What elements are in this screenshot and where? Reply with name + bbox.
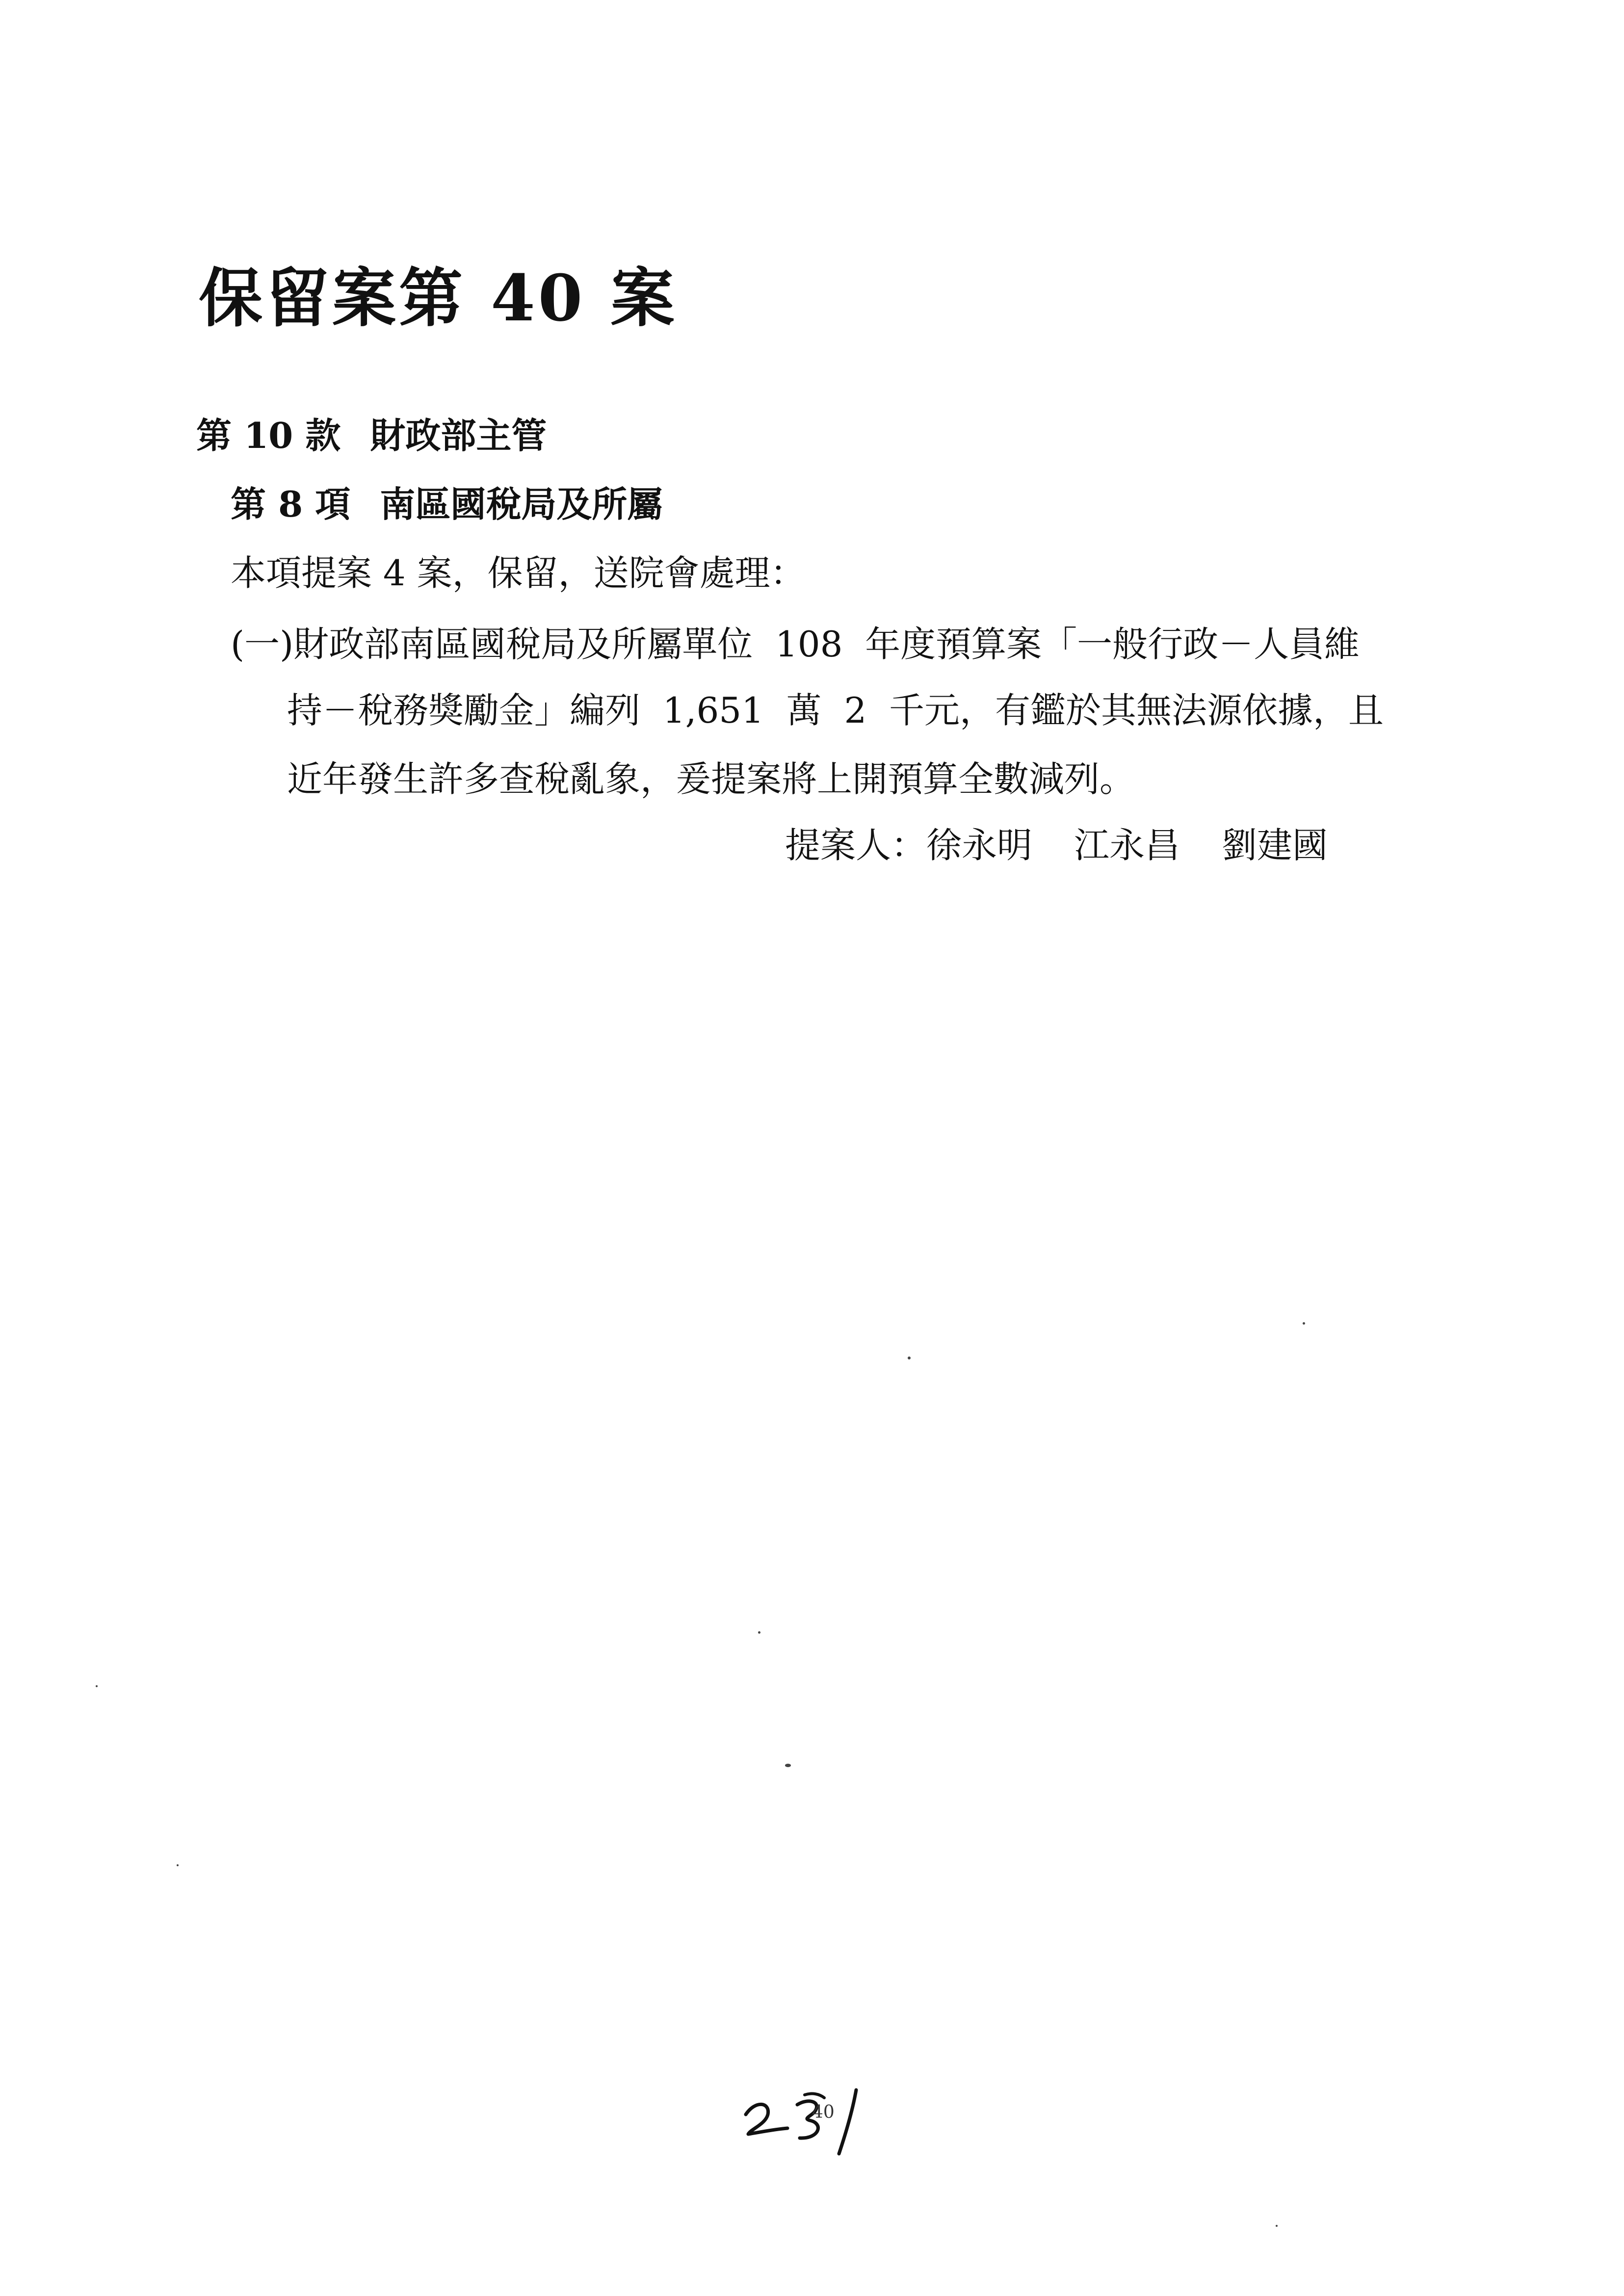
proposer-name: 劉建國 [1222, 825, 1328, 866]
page-number: 40 [812, 2102, 835, 2122]
scan-speck [785, 1764, 791, 1767]
intro-text: 本項提案 4 案，保留，送院會處理： [231, 552, 806, 594]
proposers-label: 提案人： [785, 825, 927, 866]
section-label: 第 10 款 [196, 415, 341, 456]
section-name: 財政部主管 [370, 415, 547, 456]
section-heading [196, 415, 547, 457]
scan-speck [1303, 1322, 1305, 1325]
scan-speck [908, 1357, 911, 1359]
scan-speck [177, 1864, 179, 1866]
proposal-line-3: 近年發生許多查稅亂象，爰提案將上開預算全數減列。 [287, 758, 1135, 800]
item-label: 第 8 項 [231, 483, 351, 525]
proposers [785, 824, 1328, 866]
scan-speck [1276, 2225, 1278, 2227]
proposal-line-1 [231, 623, 1360, 665]
item-heading [231, 483, 662, 525]
document-title: 保留案第 40 案 [199, 261, 678, 336]
proposer-name: 徐永明 [926, 825, 1033, 866]
proposer-name: 江永昌 [1074, 825, 1180, 866]
scan-speck [96, 1685, 98, 1687]
proposal-line-2: 持－稅務獎勵金」編列 1,651 萬 2 千元，有鑑於其無法源依據，且 [287, 690, 1384, 731]
scan-speck [758, 1631, 760, 1634]
item-name: 南區國稅局及所屬 [380, 483, 663, 525]
proposal-text-1: 財政部南區國稅局及所屬單位 108 年度預算案「一般行政－人員維 [293, 624, 1360, 665]
proposal-number: (一) [231, 624, 294, 665]
